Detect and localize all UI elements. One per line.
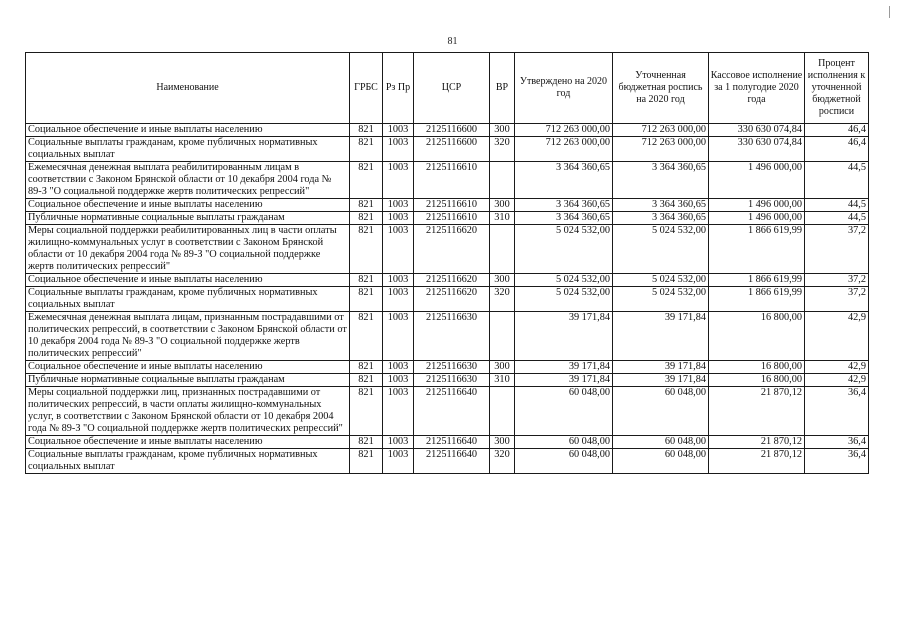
- header-refined: Уточненная бюджетная роспись на 2020 год: [613, 53, 709, 124]
- cell-vr: 310: [490, 212, 515, 225]
- cell-percent: 46,4: [805, 137, 869, 162]
- cell-percent: 44,5: [805, 212, 869, 225]
- cell-refined: 712 263 000,00: [613, 124, 709, 137]
- cell-vr: 300: [490, 274, 515, 287]
- cell-refined: 60 048,00: [613, 449, 709, 474]
- table-row: [26, 361, 869, 374]
- cell-name: Социальные выплаты гражданам, кроме публичных нормативных социальных выплат: [26, 449, 350, 474]
- cell-percent: 36,4: [805, 436, 869, 449]
- cell-csr: 2125116630: [414, 374, 490, 387]
- cell-percent: 42,9: [805, 312, 869, 361]
- cell-refined: 39 171,84: [613, 312, 709, 361]
- cell-csr: 2125116630: [414, 312, 490, 361]
- cell-percent: 36,4: [805, 449, 869, 474]
- cell-csr: 2125116620: [414, 274, 490, 287]
- cell-cash: 330 630 074,84: [709, 124, 805, 137]
- cell-refined: 3 364 360,65: [613, 212, 709, 225]
- cell-percent: 36,4: [805, 387, 869, 436]
- cell-approved: 3 364 360,65: [515, 212, 613, 225]
- cell-csr: 2125116610: [414, 212, 490, 225]
- cell-percent: 37,2: [805, 225, 869, 274]
- table-row: [26, 287, 869, 312]
- cell-csr: 2125116640: [414, 449, 490, 474]
- cell-percent: 42,9: [805, 374, 869, 387]
- cell-rzpr: 1003: [383, 312, 414, 361]
- table-row: [26, 137, 869, 162]
- cell-refined: 5 024 532,00: [613, 287, 709, 312]
- cell-name: Меры социальной поддержки реабилитированных лиц в части оплаты жилищно-коммунальных услуг в соответствии с Законом Брянской области от 10 декабря 2004 года № 89-З "О социальной поддержке жертв политических репрессий": [26, 225, 350, 274]
- cell-cash: 1 496 000,00: [709, 199, 805, 212]
- cell-rzpr: 1003: [383, 212, 414, 225]
- cell-percent: 44,5: [805, 162, 869, 199]
- cell-grbs: 821: [350, 225, 383, 274]
- cell-name: Публичные нормативные социальные выплаты гражданам: [26, 374, 350, 387]
- cell-csr: 2125116640: [414, 387, 490, 436]
- table-row: [26, 199, 869, 212]
- cell-grbs: 821: [350, 137, 383, 162]
- cell-rzpr: 1003: [383, 225, 414, 274]
- cell-refined: 60 048,00: [613, 436, 709, 449]
- cell-refined: 712 263 000,00: [613, 137, 709, 162]
- table-header: [26, 53, 869, 124]
- cell-percent: 37,2: [805, 274, 869, 287]
- cell-grbs: 821: [350, 199, 383, 212]
- cell-approved: 3 364 360,65: [515, 199, 613, 212]
- cell-cash: 1 866 619,99: [709, 287, 805, 312]
- cell-rzpr: 1003: [383, 374, 414, 387]
- cell-csr: 2125116600: [414, 124, 490, 137]
- header-row: [26, 53, 869, 124]
- cell-refined: 60 048,00: [613, 387, 709, 436]
- cell-rzpr: 1003: [383, 287, 414, 312]
- cell-vr: 300: [490, 436, 515, 449]
- cell-vr: 300: [490, 361, 515, 374]
- cell-rzpr: 1003: [383, 162, 414, 199]
- table-row: [26, 162, 869, 199]
- table-row: [26, 124, 869, 137]
- cell-csr: 2125116640: [414, 436, 490, 449]
- cell-grbs: 821: [350, 124, 383, 137]
- cell-grbs: 821: [350, 162, 383, 199]
- cell-approved: 5 024 532,00: [515, 287, 613, 312]
- header-cash: Кассовое исполнение за 1 полугодие 2020 года: [709, 53, 805, 124]
- cell-approved: 60 048,00: [515, 436, 613, 449]
- table-row: [26, 274, 869, 287]
- table-row: [26, 312, 869, 361]
- cell-vr: 310: [490, 374, 515, 387]
- cell-grbs: 821: [350, 274, 383, 287]
- header-csr: ЦСР: [414, 53, 490, 124]
- cell-vr: 320: [490, 287, 515, 312]
- cell-csr: 2125116620: [414, 287, 490, 312]
- cell-percent: 46,4: [805, 124, 869, 137]
- cell-csr: 2125116600: [414, 137, 490, 162]
- cell-name: Социальное обеспечение и иные выплаты населению: [26, 124, 350, 137]
- cell-name: Социальные выплаты гражданам, кроме публичных нормативных социальных выплат: [26, 287, 350, 312]
- cell-cash: 16 800,00: [709, 361, 805, 374]
- cell-vr: 300: [490, 124, 515, 137]
- table-row: [26, 374, 869, 387]
- table-row: [26, 225, 869, 274]
- table-row: [26, 436, 869, 449]
- cell-vr: 320: [490, 449, 515, 474]
- cell-cash: 1 866 619,99: [709, 225, 805, 274]
- cell-cash: 1 496 000,00: [709, 212, 805, 225]
- cell-cash: 21 870,12: [709, 387, 805, 436]
- cell-csr: 2125116620: [414, 225, 490, 274]
- cell-cash: 21 870,12: [709, 436, 805, 449]
- cell-cash: 1 866 619,99: [709, 274, 805, 287]
- cell-grbs: 821: [350, 449, 383, 474]
- table-row: [26, 212, 869, 225]
- cell-approved: 60 048,00: [515, 387, 613, 436]
- header-vr: ВР: [490, 53, 515, 124]
- cell-grbs: 821: [350, 436, 383, 449]
- cell-grbs: 821: [350, 387, 383, 436]
- cell-name: Публичные нормативные социальные выплаты гражданам: [26, 212, 350, 225]
- table-body: [26, 124, 869, 474]
- cell-vr: 320: [490, 137, 515, 162]
- cell-csr: 2125116610: [414, 199, 490, 212]
- budget-execution-table: [25, 52, 869, 474]
- cell-refined: 39 171,84: [613, 374, 709, 387]
- cell-cash: 16 800,00: [709, 374, 805, 387]
- cell-name: Социальное обеспечение и иные выплаты населению: [26, 436, 350, 449]
- cell-approved: 60 048,00: [515, 449, 613, 474]
- cell-cash: 16 800,00: [709, 312, 805, 361]
- cell-refined: 5 024 532,00: [613, 225, 709, 274]
- cell-grbs: 821: [350, 287, 383, 312]
- cell-rzpr: 1003: [383, 137, 414, 162]
- cell-name: Меры социальной поддержки лиц, признанных пострадавшими от политических репрессий, в части оплаты жилищно-коммунальных услуг, в соответствии с Законом Брянской области от 10 декабря 2004 года № 89-З "О социальной поддержке жертв политических репрессий": [26, 387, 350, 436]
- cell-refined: 3 364 360,65: [613, 162, 709, 199]
- header-grbs: ГРБС: [350, 53, 383, 124]
- cell-cash: 330 630 074,84: [709, 137, 805, 162]
- cell-percent: 37,2: [805, 287, 869, 312]
- table-row: [26, 449, 869, 474]
- cell-approved: 39 171,84: [515, 312, 613, 361]
- cell-vr: [490, 162, 515, 199]
- cell-approved: 39 171,84: [515, 361, 613, 374]
- cell-rzpr: 1003: [383, 274, 414, 287]
- header-approved: Утверждено на 2020 год: [515, 53, 613, 124]
- cell-name: Ежемесячная денежная выплата лицам, признанным пострадавшими от политических репрессий, в соответствии с Законом Брянской области от 10 декабря 2004 года № 89-З "О социальной поддержке жертв политических репрессий": [26, 312, 350, 361]
- cell-vr: [490, 387, 515, 436]
- page-number: 81: [447, 36, 458, 47]
- cell-csr: 2125116630: [414, 361, 490, 374]
- cell-refined: 3 364 360,65: [613, 199, 709, 212]
- cell-rzpr: 1003: [383, 436, 414, 449]
- cell-approved: 3 364 360,65: [515, 162, 613, 199]
- cell-rzpr: 1003: [383, 361, 414, 374]
- cell-grbs: 821: [350, 374, 383, 387]
- cell-approved: 39 171,84: [515, 374, 613, 387]
- cell-cash: 1 496 000,00: [709, 162, 805, 199]
- cell-cash: 21 870,12: [709, 449, 805, 474]
- cell-approved: 712 263 000,00: [515, 124, 613, 137]
- cell-name: Социальное обеспечение и иные выплаты населению: [26, 361, 350, 374]
- cell-grbs: 821: [350, 312, 383, 361]
- cell-vr: 300: [490, 199, 515, 212]
- page-edge-mark: [889, 6, 890, 18]
- cell-grbs: 821: [350, 361, 383, 374]
- cell-approved: 712 263 000,00: [515, 137, 613, 162]
- cell-percent: 44,5: [805, 199, 869, 212]
- cell-rzpr: 1003: [383, 387, 414, 436]
- cell-rzpr: 1003: [383, 199, 414, 212]
- cell-rzpr: 1003: [383, 449, 414, 474]
- cell-percent: 42,9: [805, 361, 869, 374]
- cell-name: Социальное обеспечение и иные выплаты населению: [26, 199, 350, 212]
- header-rzpr: Рз Пр: [383, 53, 414, 124]
- cell-refined: 5 024 532,00: [613, 274, 709, 287]
- header-name: Наименование: [26, 53, 350, 124]
- table-row: [26, 387, 869, 436]
- cell-refined: 39 171,84: [613, 361, 709, 374]
- cell-rzpr: 1003: [383, 124, 414, 137]
- cell-approved: 5 024 532,00: [515, 225, 613, 274]
- cell-vr: [490, 312, 515, 361]
- cell-approved: 5 024 532,00: [515, 274, 613, 287]
- cell-name: Социальное обеспечение и иные выплаты населению: [26, 274, 350, 287]
- cell-vr: [490, 225, 515, 274]
- cell-name: Социальные выплаты гражданам, кроме публичных нормативных социальных выплат: [26, 137, 350, 162]
- header-percent: Процент исполнения к уточненной бюджетной росписи: [805, 53, 869, 124]
- cell-name: Ежемесячная денежная выплата реабилитированным лицам в соответствии с Законом Брянской области от 10 декабря 2004 года № 89-З "О социальной поддержке жертв политических репрессий": [26, 162, 350, 199]
- cell-csr: 2125116610: [414, 162, 490, 199]
- cell-grbs: 821: [350, 212, 383, 225]
